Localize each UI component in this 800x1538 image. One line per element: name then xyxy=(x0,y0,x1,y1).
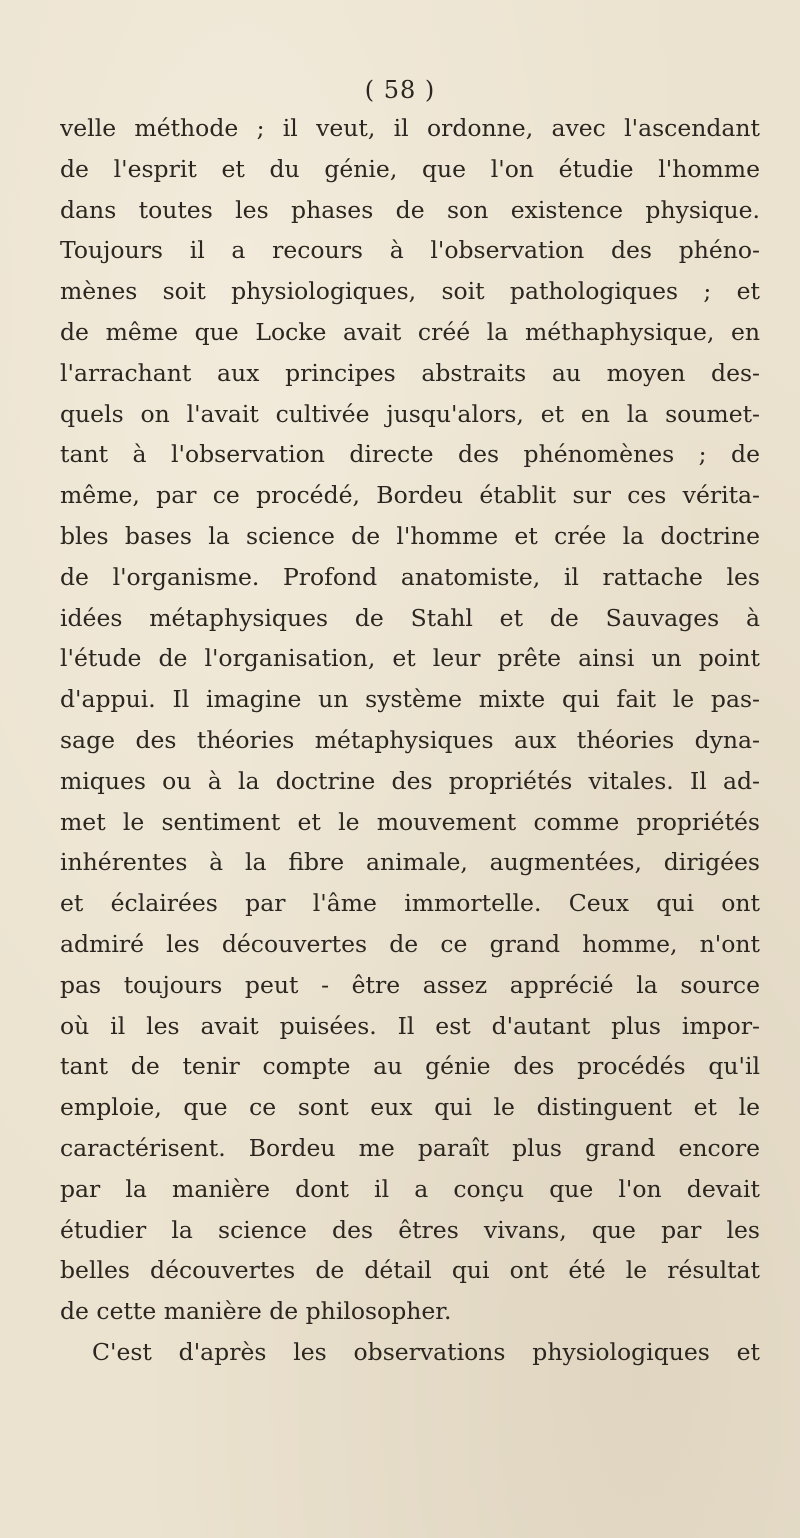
body-text xyxy=(60,108,760,1373)
text-line: dans toutes les phases de son existence physique. xyxy=(60,195,760,224)
text-line: emploie, que ce sont eux qui le distinguent et le xyxy=(60,1093,760,1122)
text-line: étudier la science des êtres vivans, que par les xyxy=(60,1215,760,1244)
text-line: inhérentes à la fibre animale, augmentées, dirigées xyxy=(60,848,760,877)
text-line: admiré les découvertes de ce grand homme, n'ont xyxy=(60,929,760,958)
text-line: miques ou à la doctrine des propriétés vitales. Il ad- xyxy=(60,766,760,795)
text-line: tant à l'observation directe des phénomènes ; de xyxy=(60,440,760,469)
text-line: mènes soit physiologiques, soit pathologiques ; et xyxy=(60,277,760,306)
text-line: bles bases la science de l'homme et crée la doctrine xyxy=(60,521,760,550)
text-line: Toujours il a recours à l'observation des phéno- xyxy=(60,236,760,265)
text-line: quels on l'avait cultivée jusqu'alors, et en la soumet- xyxy=(60,399,760,428)
text-line: de cette manière de philosopher. xyxy=(60,1297,452,1326)
text-line: caractérisent. Bordeu me paraît plus grand encore xyxy=(60,1133,760,1162)
text-line: où il les avait puisées. Il est d'autant plus impor- xyxy=(60,1011,760,1040)
text-line: met le sentiment et le mouvement comme propriétés xyxy=(60,807,760,836)
text-line: tant de tenir compte au génie des procédés qu'il xyxy=(60,1052,760,1081)
text-line: d'appui. Il imagine un système mixte qui fait le pas- xyxy=(60,685,760,714)
text-line: C'est d'après les observations physiologiques et xyxy=(92,1337,760,1366)
text-line: et éclairées par l'âme immortelle. Ceux qui ont xyxy=(60,889,760,918)
page-number: ( 58 ) xyxy=(364,76,436,104)
text-line: belles découvertes de détail qui ont été le résultat xyxy=(60,1256,760,1285)
text-line: de l'organisme. Profond anatomiste, il rattache les xyxy=(60,562,760,591)
text-line: par la manière dont il a conçu que l'on devait xyxy=(60,1174,760,1203)
text-line: de même que Locke avait créé la méthaphysique, en xyxy=(60,317,760,346)
text-line: l'étude de l'organisation, et leur prête ainsi un point xyxy=(60,644,760,673)
text-line: pas toujours peut - être assez apprécié la source xyxy=(60,970,760,999)
text-line: même, par ce procédé, Bordeu établit sur ces vérita- xyxy=(60,481,760,510)
text-line: idées métaphysiques de Stahl et de Sauvages à xyxy=(60,603,760,632)
text-line: l'arrachant aux principes abstraits au moyen des- xyxy=(60,358,760,387)
text-line: de l'esprit et du génie, que l'on étudie l'homme xyxy=(60,154,760,183)
text-line: velle méthode ; il veut, il ordonne, avec l'ascendant xyxy=(60,114,760,142)
text-line: sage des théories métaphysiques aux théories dyna- xyxy=(60,725,760,754)
